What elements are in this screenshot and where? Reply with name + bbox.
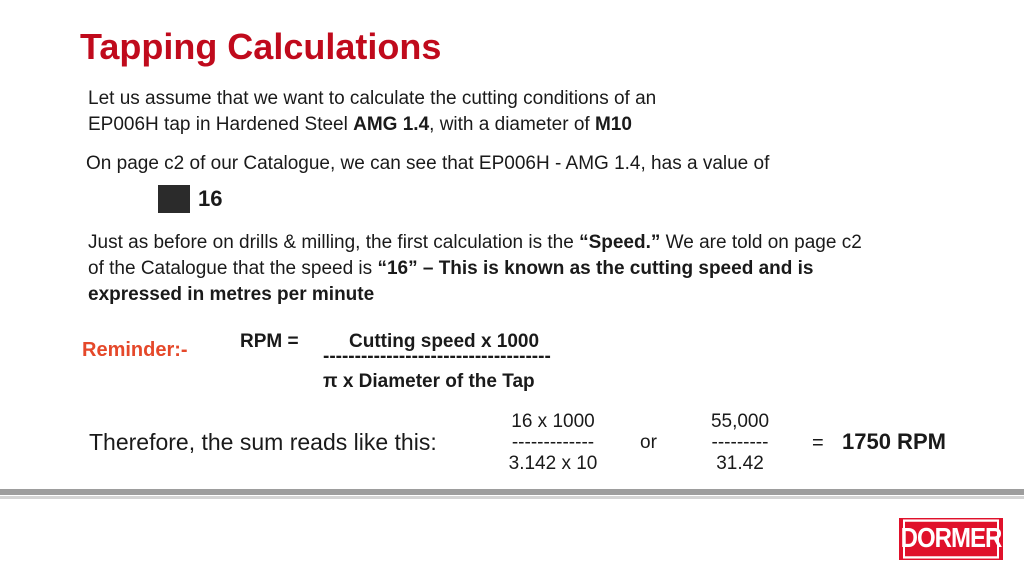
equals-sign: =	[812, 432, 824, 454]
footer-divider	[0, 489, 1024, 495]
reminder-label: Reminder:-	[82, 339, 188, 361]
tap-diameter: M10	[594, 114, 632, 135]
fraction1-divider: -------------	[511, 432, 595, 453]
intro-line-2-mid: , with a diameter of	[429, 114, 595, 135]
rpm-result: 1750 RPM	[842, 429, 946, 454]
footer-divider-light	[0, 496, 1024, 499]
material-swatch-icon	[158, 185, 190, 213]
dormer-logo	[899, 518, 1003, 560]
formula-divider: ------------------------------------	[323, 346, 551, 367]
speed-quote: “Speed.”	[579, 232, 661, 253]
fraction2-divider: ---------	[711, 432, 769, 453]
material-grade: AMG 1.4	[353, 114, 430, 135]
or-text: or	[640, 432, 657, 453]
speed-paragraph-start: Just as before on drills & milling, the first calculation is the	[88, 232, 580, 253]
formula-lhs: RPM =	[240, 331, 299, 352]
speed-paragraph-mid: We are told on page c2 of the Catalogue that the speed is	[88, 232, 862, 279]
fraction1-denominator: 3.142 x 10	[508, 453, 598, 474]
fraction2-numerator: 55,000	[710, 411, 770, 432]
speed-paragraph	[88, 230, 878, 308]
fraction2-denominator: 31.42	[716, 453, 764, 474]
intro-line-1: Let us assume that we want to calculate the cutting conditions of an	[88, 88, 657, 109]
intro-line-2-start: EP006H tap in Hardened Steel	[88, 114, 354, 135]
catalogue-value: 16	[198, 186, 223, 211]
catalogue-paragraph: On page c2 of our Catalogue, we can see that EP006H - AMG 1.4, has a value of	[86, 153, 770, 174]
speed-paragraph-bold: “16” – This is known as the cutting speed and is expressed in metres per minute	[88, 258, 814, 305]
formula-denominator: π x Diameter of the Tap	[323, 371, 535, 392]
fraction1-numerator: 16 x 1000	[511, 411, 595, 432]
dormer-logo-text: DORMER	[903, 519, 999, 558]
slide-title: Tapping Calculations	[80, 26, 442, 67]
formula-numerator: Cutting speed x 1000	[349, 331, 540, 352]
intro-paragraph	[88, 86, 808, 138]
sum-label: Therefore, the sum reads like this:	[89, 429, 437, 455]
